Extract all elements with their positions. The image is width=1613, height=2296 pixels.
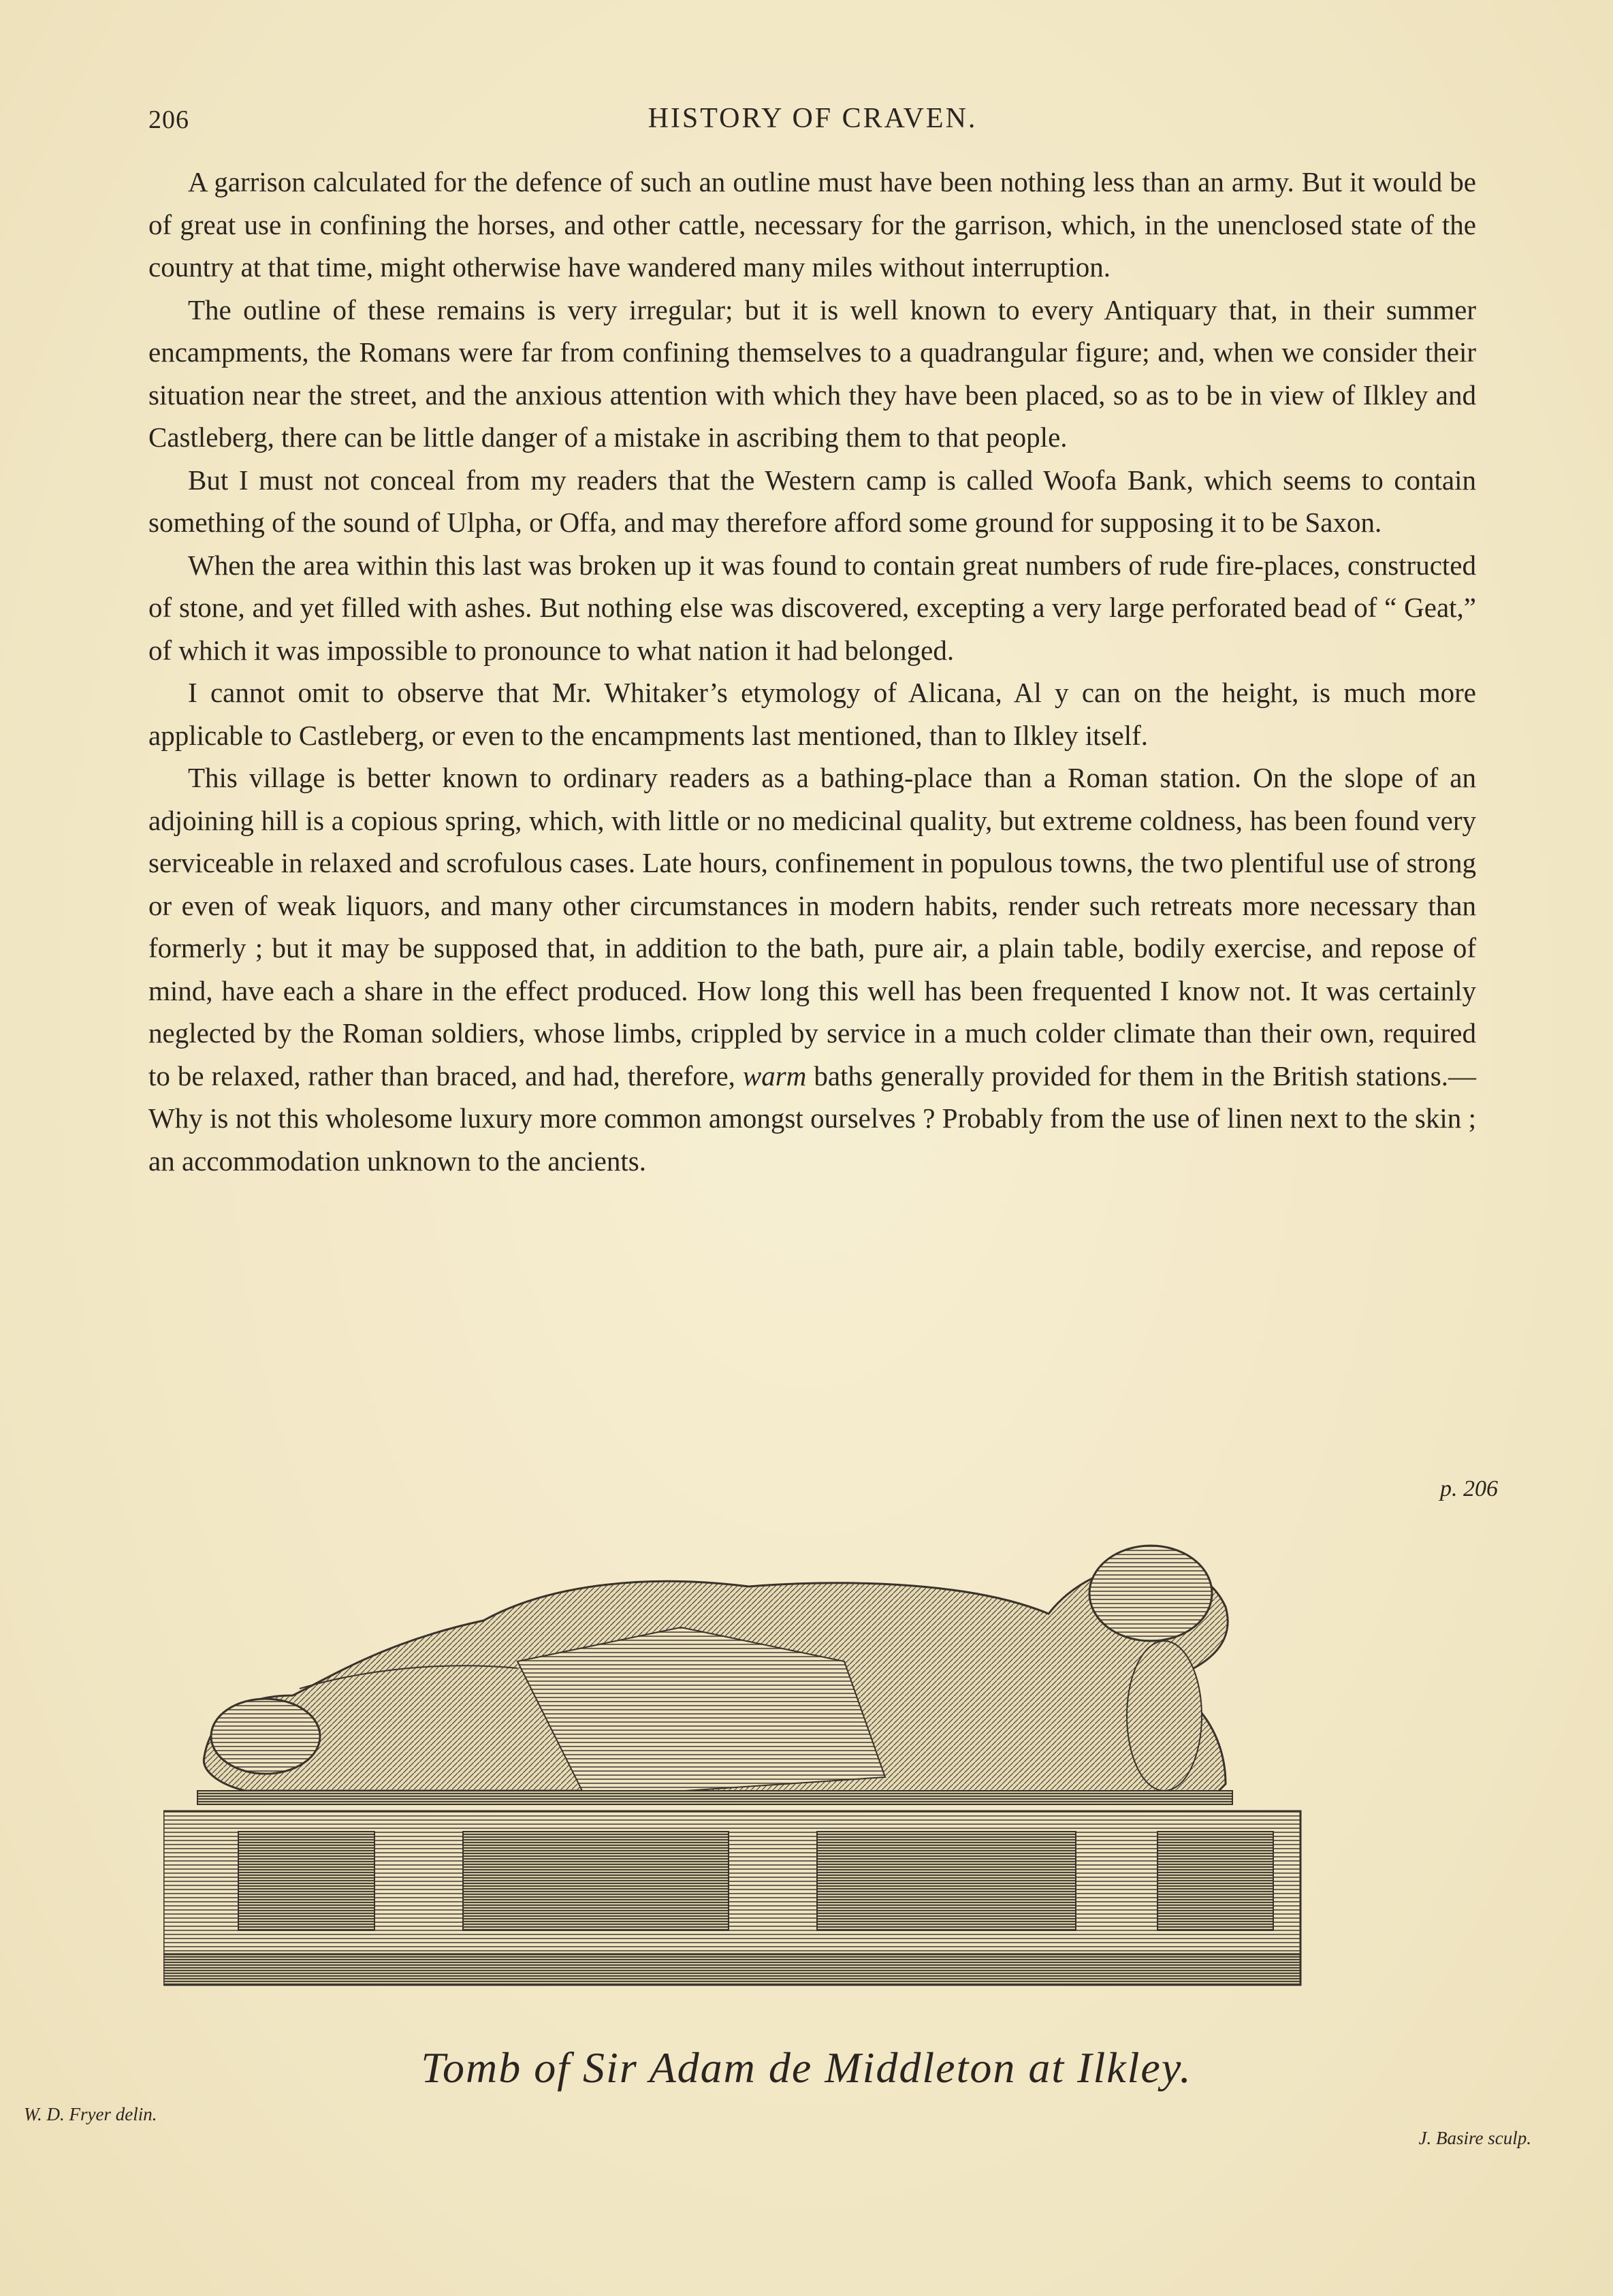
artist-credit: W. D. Fryer delin. — [24, 2104, 157, 2124]
engraver-credit: J. Basire sculp. — [1418, 2128, 1531, 2148]
paragraph — [148, 756, 1476, 1182]
paragraph-text: baths generally provided for them in the British stations.—Why is not this wholesome luxury more common amongst ourselves ? Probably from the use of linen next to the skin ; an accommodation unknown to the ancients. — [148, 1059, 1477, 1177]
paragraph: But I must not conceal from my readers that the Western camp is called Woofa Bank, which seems to contain something of the sound of Ulpha, or Offa, and may therefore afford some ground for supposing it to be Saxon. — [148, 464, 1476, 538]
body-text — [148, 161, 1476, 1182]
emphasis-word: warm — [742, 1059, 807, 1091]
paragraph: When the area within this last was broken up it was found to contain great numbers of rude fire-places, constructed of stone, and yet filled with ashes. But nothing else was discovered, excepting a very large perforated bead of “ Geat,” of which it was impossible to pronounce to what nation it had belonged. — [148, 549, 1476, 666]
tomb-engraving — [163, 1512, 1321, 1988]
plate-reference: p. 206 — [1440, 1476, 1498, 1501]
paragraph: The outline of these remains is very irregular; but it is well known to every Antiquary that, in their summer encampments, the Romans were far from confining themselves to a quadrangular figure; and, when we consider their situation near the street, and the anxious attention with which they have been placed, so as to be in view of Ilkley and Castleberg, there can be little danger of a mistake in ascribing them to that people. — [148, 293, 1476, 453]
plate-caption: Tomb of Sir Adam de Middleton at Ilkley. — [421, 2043, 1192, 2092]
page-number: 206 — [148, 106, 189, 134]
paragraph-text: This village is better known to ordinary readers as a bathing-place than a Roman station. On the slope of an adjoining hill is a copious spring, which, with little or no medicinal quality, but extreme coldness, has been found very serviceable in relaxed and scrofulous cases. Late hours, confinement in populous towns, the two plentiful use of strong or even of weak liquors, and many other circumstances in modern habits, render such retreats more necessary than formerly ; but it may be supposed that, in addition to the bath, pure air, a plain table, bodily exercise, and repose of mind, have each a share in the effect produced. How long this well has been frequented I know not. It was certainly neglected by the Roman soldiers, whose limbs, crippled by service in a much colder climate than their own, required to be relaxed, rather than braced, and had, therefore, — [148, 762, 1476, 1091]
paragraph: A garrison calculated for the defence of such an outline must have been nothing less than an army. But it would be of great use in confining the horses, and other cattle, necessary for the garrison, which, in the unenclosed state of the country at that time, might otherwise have wandered many miles without interruption. — [148, 166, 1476, 283]
running-title: HISTORY OF CRAVEN. — [648, 103, 978, 134]
running-head — [148, 102, 1477, 143]
paragraph: I cannot omit to observe that Mr. Whitaker’s etymology of Alicana, Al y can on the height, is much more applicable to Castleberg, or even to the encampments last mentioned, than to Ilkley itself. — [148, 677, 1476, 751]
